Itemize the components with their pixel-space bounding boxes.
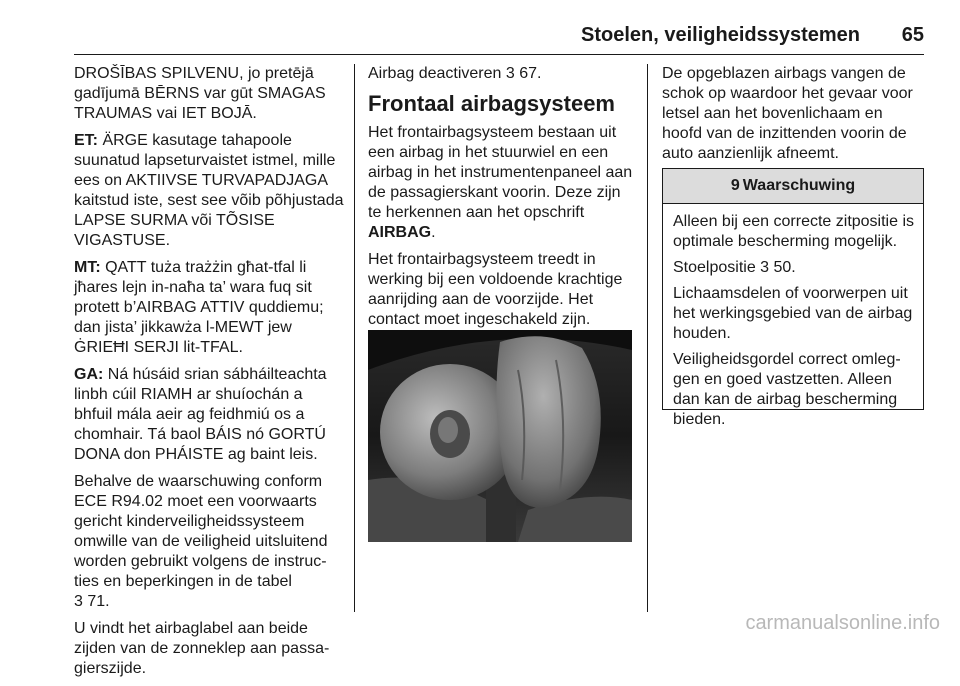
- paragraph-deactivate-ref: Airbag deactiveren 3 67.: [368, 65, 542, 82]
- paragraph-inflated-airbags: De opgeblazen airbags vangen de schok op waardoor het gevaar voor letsel aan het bovenlichaam en hoofd van de inzittenden voorin de auto aanzienlijk afneemt.: [662, 65, 913, 162]
- column-2: [368, 64, 636, 337]
- airbag-illustration: [368, 330, 632, 542]
- lang-code-mt: MT:: [74, 259, 101, 276]
- airbag-illustration-svg: [368, 330, 632, 542]
- paragraph-et-text: ÄRGE kasutage tahapoole suunatud lapseturvaistet istmel, mille ees on AKTIIVSE TURVAPADJAGA kaitstud iste, sest see võib põhjustada LAPSE SURMA või TÕSISE VIGASTUSE.: [74, 132, 344, 249]
- paragraph-airbag-label: U vindt het airbaglabel aan beide zijden van de zonneklep aan passagierszijde.: [74, 620, 330, 677]
- paragraph-activation: Het frontairbagsysteem treedt in werking bij een voldoende krachtige aanrijding aan de voorzijde. Het contact moet ingeschakeld zijn.: [368, 251, 623, 328]
- lang-code-ga: GA:: [74, 366, 104, 383]
- page-number: 65: [901, 24, 924, 46]
- warning-paragraph-3: Lichaamsdelen of voorwerpen uit het werkingsgebied van de airbag houden.: [673, 285, 913, 342]
- column-3: [662, 64, 926, 171]
- paragraph-ece-note: [74, 472, 344, 612]
- paragraph-front-system: [368, 123, 636, 243]
- warning-paragraph-4: Veiligheidsgordel correct omleggen en goed vastzetten. Alleen dan kan de airbag bescherming bieden.: [673, 351, 901, 428]
- paragraph-front-text: Het frontairbagsysteem bestaan uit een airbag in het stuurwiel en een airbag in het instrumentenpaneel aan de passagierskant voorin. Deze zijn te herkennen aan het opschrift: [368, 124, 633, 221]
- section-title: Stoelen, veiligheidssystemen: [581, 24, 860, 46]
- paragraph-front-end: .: [431, 224, 436, 241]
- column-divider-1: [354, 64, 355, 612]
- paragraph-et-warning: [74, 131, 344, 251]
- airbag-label-text: AIRBAG: [368, 224, 432, 241]
- lang-code-et: ET:: [74, 132, 98, 149]
- warning-triangle-icon: 9: [730, 177, 740, 194]
- watermark: carmanualsonline.info: [745, 612, 940, 634]
- warning-title: Waarschuwing: [742, 177, 856, 194]
- column-divider-2: [647, 64, 648, 612]
- paragraph-ga-warning: [74, 365, 344, 465]
- column-1: [74, 64, 344, 686]
- warning-paragraph-1: Alleen bij een correcte zitpositie is optimale bescherming mogelijk.: [673, 213, 915, 250]
- paragraph-lv-warning: DROŠĪBAS SPILVENU, jo pretējā gadījumā BĒRNS var gūt SMAGAS TRAUMAS vai IET BOJĀ.: [74, 65, 326, 122]
- warning-paragraph-2: Stoelpositie 3 50.: [673, 259, 796, 276]
- paragraph-mt-text: QATT tuża trażżin għat-tfal li jħares lejn in-naħa ta’ wara fuq sit protett b’AIRBAG ATTIV quddiemu; dan jista’ jikkawża l-MEWT jew ĠRIEĦI SERJI lit-TFAL.: [74, 259, 324, 356]
- paragraph-mt-warning: [74, 258, 344, 358]
- warning-header: [663, 169, 923, 204]
- warning-body: [663, 204, 923, 430]
- paragraph-ece-text: Behalve de waarschuwing conform ECE R94.02 moet een voorwaarts gericht kinderveiligheidssysteem omwille van de veiligheid uitsluitend worden gebruikt volgens de instructies en beperkingen in de tabel: [74, 473, 328, 590]
- paragraph-ga-text: Ná húsáid srian sábháilteachta linbh cúil RIAMH ar shuíochán a bhfuil mála aeir ag feidhmiú os a chomhair. Tá baol BÁIS nó GORTÚ DONA don PHÁISTE ag baint leis.: [74, 366, 327, 463]
- section-heading: Frontaal airbagsysteem: [368, 91, 615, 116]
- passenger-airbag-shape: [496, 336, 600, 508]
- warning-box: [662, 168, 924, 428]
- header-divider: [74, 54, 924, 55]
- page-reference-link[interactable]: 3 71.: [74, 593, 110, 610]
